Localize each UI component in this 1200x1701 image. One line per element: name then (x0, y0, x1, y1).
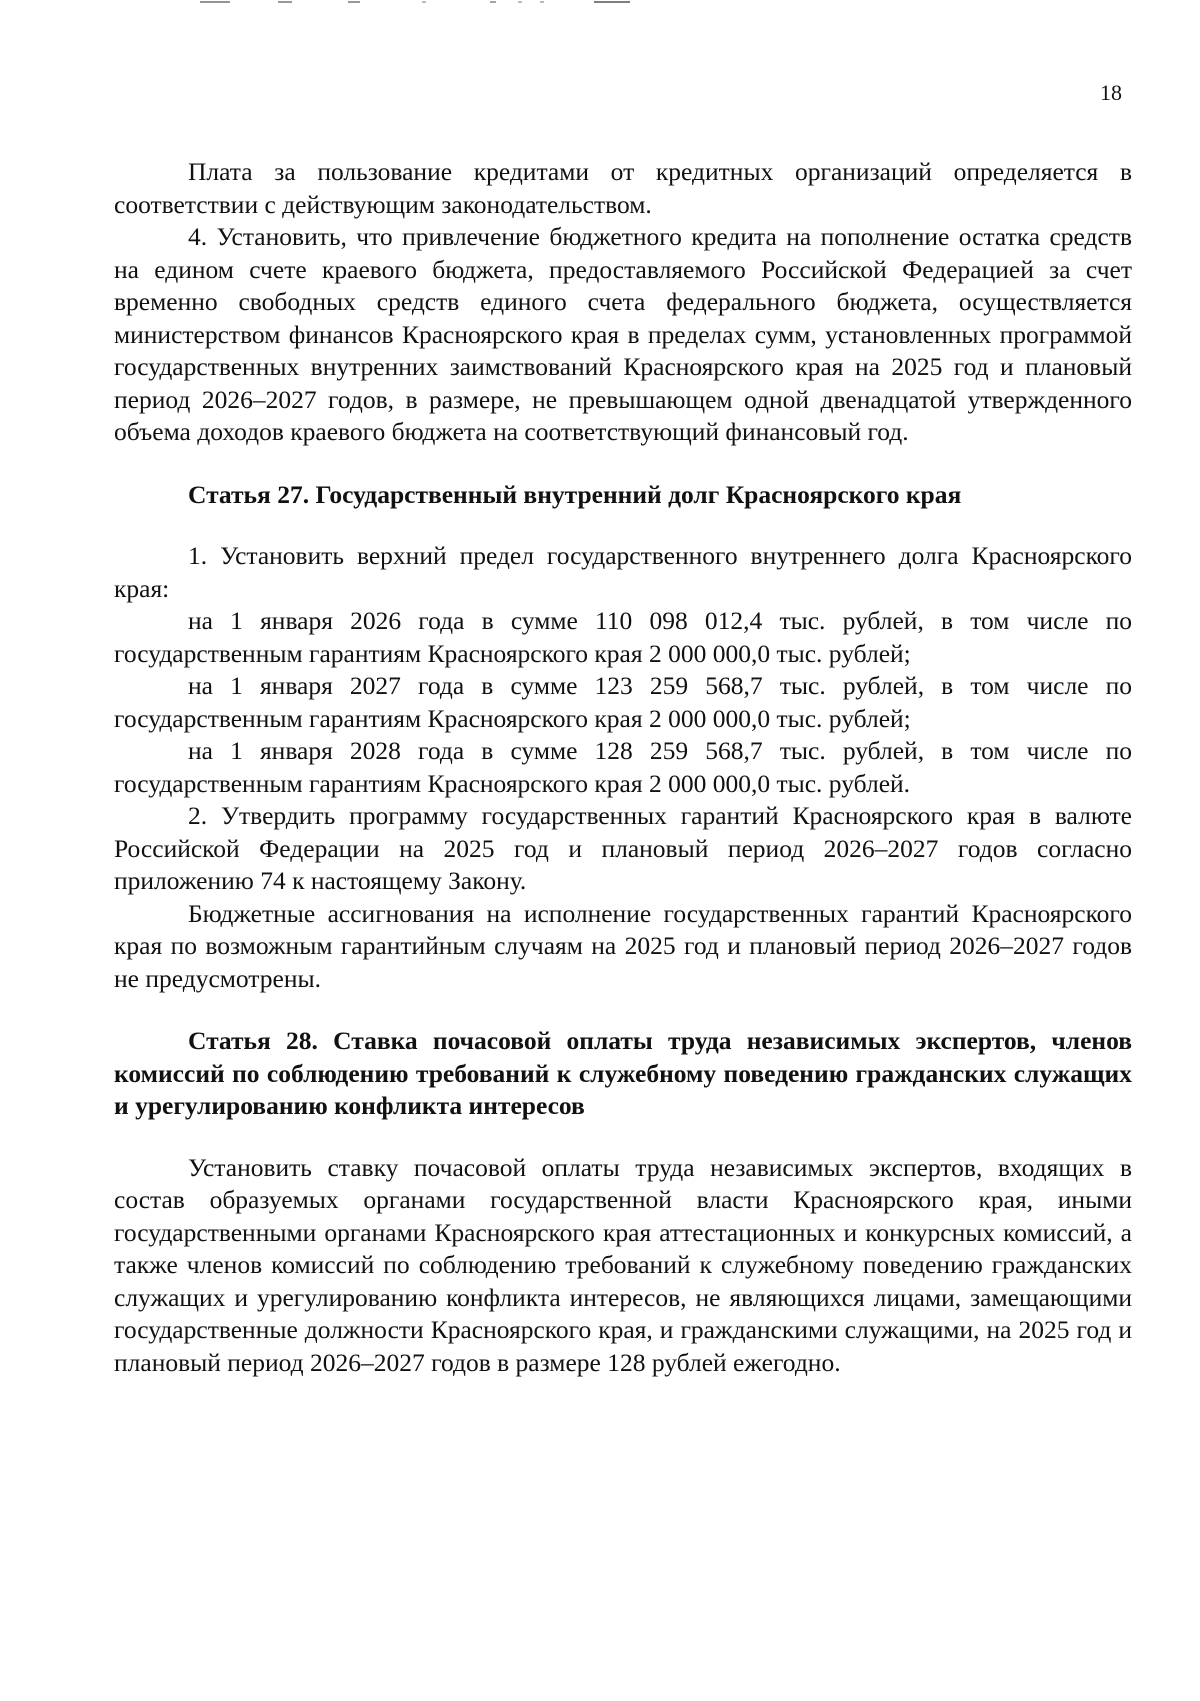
article-28-paragraph: Установить ставку почасовой оплаты труда независимых экспертов, входящих в состав образуемых органами государственной власти Красноярского края, иными государственными органами Красноярского края аттестационных и конкурсных комиссий, а также членов комиссий по соблюдению требований к служебному поведению гражданских служащих и урегулированию конфликта интересов, не являющихся лицами, замещающими государственные должности Красноярского края, и гражданскими служащими, на 2025 год и плановый период 2026–2027 годов в размере 128 рублей ежегодно. (114, 1152, 1132, 1377)
page-number: 18 (1100, 80, 1122, 105)
paragraph-budget-credit: 4. Установить, что привлечение бюджетного кредита на пополнение остатка средств на едином счете краевого бюджета, предоставляемого Российской Федерацией за счет временно свободных средств единого счета федерального бюджета, осуществляется министерством финансов Красноярского края в пределах сумм, установленных программой государственных внутренних заимствований Красноярского края на 2025 год и плановый период 2026–2027 годов, в размере, не превышающем одной двенадцатой утвержденного объема доходов краевого бюджета на соответствующий финансовый год. (114, 222, 1132, 446)
paragraph-loan-fee: Плата за пользование кредитами от кредитных организаций определяется в соответствии с действующим законодательством. (114, 157, 1132, 219)
article-28-heading: Статья 28. Ставка почасовой оплаты труда независимых экспертов, членов комиссий по соблюдению требований к служебному поведению гражданских служащих и урегулированию конфликта интересов (114, 1026, 1132, 1120)
article-27-paragraph: Бюджетные ассигнования на исполнение государственных гарантий Красноярского края по возможным гарантийным случаям на 2025 год и плановый период 2026–2027 годов не предусмотрены. (114, 898, 1132, 993)
article-27-paragraph: 2. Утвердить программу государственных гарантий Красноярского края в валюте Российской Федерации на 2025 год и плановый период 2026–2027 годов согласно приложению 74 к настоящему Закону. (114, 801, 1132, 895)
document-body (114, 156, 1132, 1379)
article-27-paragraph: на 1 января 2028 года в сумме 128 259 568,7 тыс. рублей, в том числе по государственным гарантиям Красноярского края 2 000 000,0 тыс. рублей. (114, 736, 1132, 798)
article-27-paragraph: 1. Установить верхний предел государственного внутреннего долга Красноярского края: (114, 541, 1132, 603)
article-27-heading: Статья 27. Государственный внутренний долг Красноярского края (188, 479, 962, 509)
article-27-paragraph: на 1 января 2026 года в сумме 110 098 012,4 тыс. рублей, в том числе по государственным гарантиям Красноярского края 2 000 000,0 тыс. рублей; (114, 606, 1132, 668)
scan-edge-marks (200, 0, 680, 10)
article-27-paragraph: на 1 января 2027 года в сумме 123 259 568,7 тыс. рублей, в том числе по государственным гарантиям Красноярского края 2 000 000,0 тыс. рублей; (114, 671, 1132, 733)
